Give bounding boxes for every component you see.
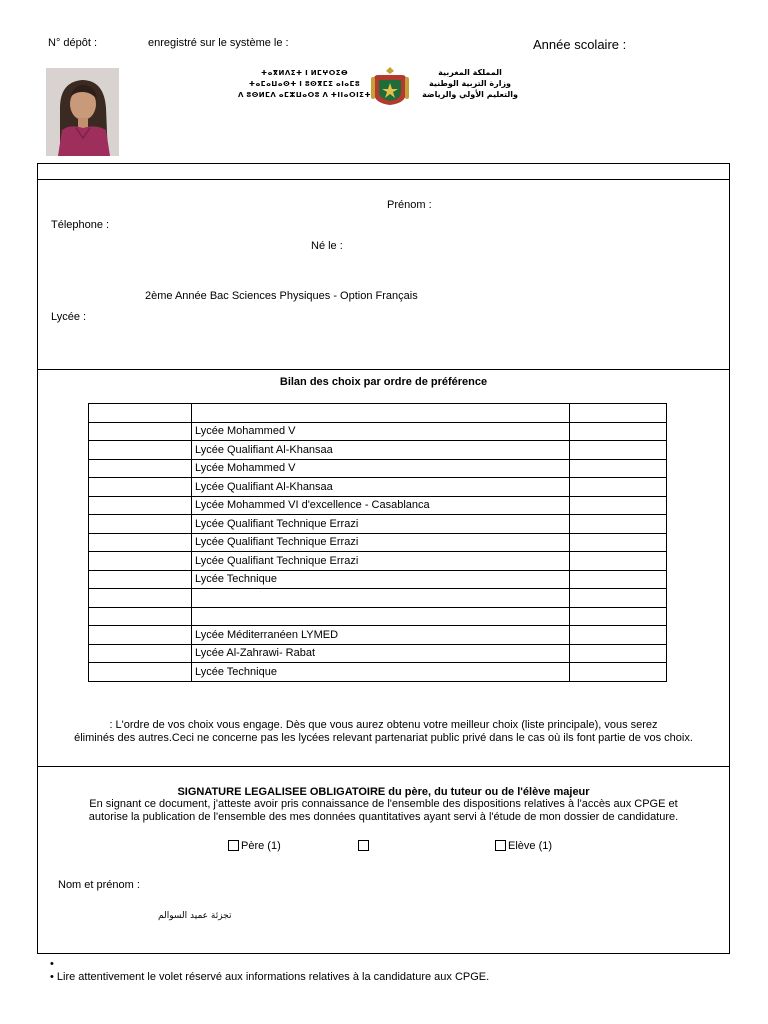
choice-rank-cell [89, 478, 192, 497]
signature-text-line-1: En signant ce document, j'atteste avoir pris connaissance de l'ensemble des dispositions relatives à l'accès aux CPGE et [89, 798, 678, 810]
table-row [89, 459, 667, 478]
choice-extra-cell [570, 533, 667, 552]
choice-lycee-cell [192, 589, 570, 608]
choice-lycee-cell: Lycée Mohammed VI d'excellence - Casablanca [192, 496, 570, 515]
tuteur-option[interactable] [358, 840, 371, 852]
pere-label: Père (1) [241, 840, 281, 852]
choice-extra-cell [570, 478, 667, 497]
choice-extra-cell [570, 663, 667, 682]
form-title-bar [37, 163, 730, 180]
nom-prenom-label: Nom et prénom : [58, 879, 140, 891]
choice-lycee-cell [192, 404, 570, 423]
choice-rank-cell [89, 552, 192, 571]
section-divider-1 [37, 369, 730, 370]
choice-extra-cell [570, 404, 667, 423]
choices-note-line-1: : L'ordre de vos choix vous engage. Dès que vous aurez obtenu votre meilleur choix (liste principale), vous serez [109, 719, 658, 731]
choice-lycee-cell: Lycée Mohammed V [192, 459, 570, 478]
table-row [89, 533, 667, 552]
ministry-arabic [422, 67, 518, 100]
choice-rank-cell [89, 441, 192, 460]
choice-lycee-cell: Lycée Qualifiant Technique Errazi [192, 533, 570, 552]
choice-extra-cell [570, 552, 667, 571]
signature-text-line-2: autorise la publication de l'ensemble des mes données quantitatives ayant servi à l'étude de mon dossier de candidature. [88, 811, 679, 823]
choice-lycee-cell: Lycée Qualifiant Technique Errazi [192, 515, 570, 534]
table-row [89, 496, 667, 515]
telephone-label: Télephone : [51, 219, 110, 231]
choice-extra-cell [570, 459, 667, 478]
choice-extra-cell [570, 570, 667, 589]
choice-lycee-cell: Lycée Technique [192, 663, 570, 682]
choice-rank-cell [89, 570, 192, 589]
choice-extra-cell [570, 607, 667, 626]
choice-rank-cell [89, 515, 192, 534]
choice-rank-cell [89, 404, 192, 423]
table-row [89, 607, 667, 626]
registered-label: enregistré sur le système le : [148, 37, 289, 49]
eleve-checkbox[interactable] [495, 840, 506, 851]
ministry-amazigh [238, 68, 371, 101]
choice-rank-cell [89, 533, 192, 552]
choice-rank-cell [89, 422, 192, 441]
table-row [89, 570, 667, 589]
footer-bullet-1: • [50, 958, 54, 970]
signature-title: SIGNATURE LEGALISEE OBLIGATOIRE du père, du tuteur ou de l'élève majeur [177, 786, 590, 798]
choice-rank-cell [89, 459, 192, 478]
pere-option[interactable] [228, 840, 281, 852]
filiere-text: 2ème Année Bac Sciences Physiques - Option Français [145, 290, 418, 302]
choice-rank-cell [89, 589, 192, 608]
choice-extra-cell [570, 644, 667, 663]
table-row [89, 663, 667, 682]
amazigh-line-2: ⵜⴰⵎⴰⵡⴰⵙⵜ ⵏ ⵓⵙⴳⵎⵉ ⴰⵏⴰⵎⵓ [248, 81, 361, 88]
choice-lycee-cell: Lycée Technique [192, 570, 570, 589]
table-row [89, 552, 667, 571]
choice-lycee-cell: Lycée Qualifiant Al-Khansaa [192, 478, 570, 497]
birthdate-label: Né le : [311, 240, 343, 252]
eleve-label: Elève (1) [508, 840, 553, 852]
choice-rank-cell [89, 663, 192, 682]
amazigh-line-1: ⵜⴰⴳⵍⴷⵉⵜ ⵏ ⵍⵎⵖⵔⵉⴱ [260, 70, 349, 77]
choice-lycee-cell: Lycée Méditerranéen LYMED [192, 626, 570, 645]
table-row [89, 589, 667, 608]
arabic-line-2: وزارة التربية الوطنية [429, 79, 512, 88]
prenom-label: Prénom : [387, 199, 432, 211]
depot-label: N° dépôt : [48, 37, 98, 49]
choice-extra-cell [570, 626, 667, 645]
eleve-option[interactable] [495, 840, 552, 852]
choice-extra-cell [570, 589, 667, 608]
choices-table [88, 403, 667, 682]
choice-lycee-cell: Lycée Qualifiant Al-Khansaa [192, 441, 570, 460]
ministry-header [230, 64, 530, 108]
choice-lycee-cell [192, 607, 570, 626]
choice-extra-cell [570, 496, 667, 515]
table-row [89, 644, 667, 663]
table-row [89, 441, 667, 460]
choice-lycee-cell: Lycée Al-Zahrawi- Rabat [192, 644, 570, 663]
choice-rank-cell [89, 644, 192, 663]
choice-rank-cell [89, 626, 192, 645]
choice-extra-cell [570, 515, 667, 534]
table-row [89, 626, 667, 645]
school-year-label: Année scolaire : [533, 37, 627, 52]
table-row [89, 478, 667, 497]
pere-checkbox[interactable] [228, 840, 239, 851]
amazigh-line-3: ⴷ ⵓⵙⵍⵎⴷ ⴰⵎⵣⵡⴰⵔⵓ ⴷ ⵜⵏⵏⴰⵔⵏⵉⵜ [238, 92, 372, 99]
choices-note-line-2: éliminés des autres.Ceci ne concerne pas les lycées relevant partenariat public privé dans le cas où ils font partie de vos choix. [74, 732, 693, 744]
student-photo [46, 68, 119, 156]
section-divider-2 [37, 766, 730, 767]
table-row [89, 404, 667, 423]
choice-lycee-cell: Lycée Mohammed V [192, 422, 570, 441]
choice-lycee-cell: Lycée Qualifiant Technique Errazi [192, 552, 570, 571]
arabic-line-1: المملكة المغربية [438, 68, 502, 77]
table-row [89, 422, 667, 441]
footer-bullet-2: • Lire attentivement le volet réservé aux informations relatives à la candidature aux CPGE. [50, 971, 490, 983]
nom-prenom-value: تجزئة عميد السوالم [158, 911, 232, 921]
tuteur-checkbox[interactable] [358, 840, 369, 851]
choice-rank-cell [89, 496, 192, 515]
choice-extra-cell [570, 422, 667, 441]
royal-emblem-icon [370, 65, 410, 107]
choice-extra-cell [570, 441, 667, 460]
choices-title: Bilan des choix par ordre de préférence [279, 376, 488, 388]
choice-rank-cell [89, 607, 192, 626]
lycee-label: Lycée : [51, 311, 87, 323]
arabic-line-3: والتعليم الأولي والرياضة [422, 90, 518, 99]
table-row [89, 515, 667, 534]
